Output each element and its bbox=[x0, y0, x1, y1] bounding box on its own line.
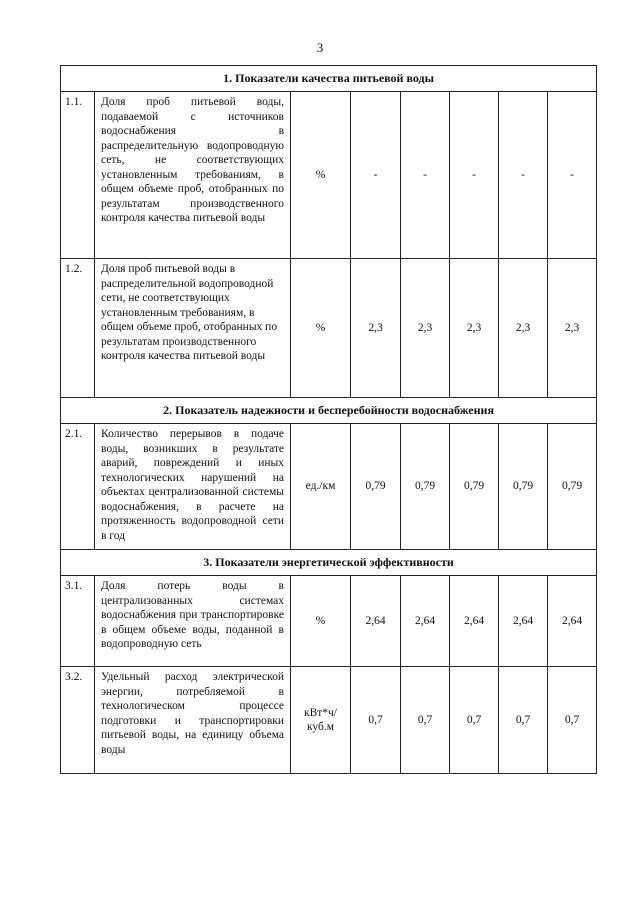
row-value: - bbox=[499, 92, 548, 259]
section-header-row bbox=[61, 550, 597, 576]
table-row bbox=[61, 576, 597, 667]
row-description: Доля проб питьевой воды в распределительной водопроводной сети, не соответствующих установленным требованиям, в общем объеме проб, отобранных по результатам производственного контроля качества питьевой воды bbox=[95, 259, 291, 398]
row-number: 3.1. bbox=[61, 576, 95, 667]
row-unit: % bbox=[291, 259, 351, 398]
section-header-row bbox=[61, 398, 597, 424]
row-number: 3.2. bbox=[61, 667, 95, 774]
row-value: 2,64 bbox=[548, 576, 597, 667]
row-value: 0,79 bbox=[499, 424, 548, 550]
row-value: 2,64 bbox=[401, 576, 450, 667]
row-value: 2,3 bbox=[548, 259, 597, 398]
row-value: - bbox=[351, 92, 401, 259]
indicators-table bbox=[60, 65, 597, 774]
row-number: 2.1. bbox=[61, 424, 95, 550]
page-number: 3 bbox=[316, 40, 324, 55]
row-value: 0,79 bbox=[351, 424, 401, 550]
row-value: 2,64 bbox=[351, 576, 401, 667]
row-value: 2,3 bbox=[499, 259, 548, 398]
row-value: - bbox=[450, 92, 499, 259]
row-unit: % bbox=[291, 576, 351, 667]
row-value: 2,3 bbox=[450, 259, 499, 398]
row-value: - bbox=[401, 92, 450, 259]
table-row bbox=[61, 667, 597, 774]
table-row bbox=[61, 259, 597, 398]
row-value: - bbox=[548, 92, 597, 259]
row-value: 0,7 bbox=[351, 667, 401, 774]
section-title: 3. Показатели энергетической эффективности bbox=[61, 550, 597, 576]
row-unit: % bbox=[291, 92, 351, 259]
row-description: Доля потерь воды в централизованных системах водоснабжения при транспортировке в общем объеме воды, поданной в водопроводную сеть bbox=[95, 576, 291, 667]
table-row bbox=[61, 92, 597, 259]
row-description: Доля проб питьевой воды, подаваемой с источников водоснабжения в распределительную водопроводную сеть, не соответствующих установленным требованиям, в общем объеме проб, отобранных по результатам производственного контроля качества питьевой воды bbox=[95, 92, 291, 259]
row-description: Количество перерывов в подаче воды, возникших в результате аварий, повреждений и иных технологических нарушений на объектах централизованной системы водоснабжения, в расчете на протяженность водопроводной сети в год bbox=[95, 424, 291, 550]
row-value: 2,64 bbox=[450, 576, 499, 667]
row-description: Удельный расход электрической энергии, потребляемой в технологическом процессе подготовки и транспортировки питьевой воды, на единицу объема воды bbox=[95, 667, 291, 774]
section-header-row bbox=[61, 66, 597, 92]
row-value: 0,7 bbox=[401, 667, 450, 774]
row-value: 2,64 bbox=[499, 576, 548, 667]
section-title: 2. Показатель надежности и бесперебойности водоснабжения bbox=[61, 398, 597, 424]
row-value: 2,3 bbox=[401, 259, 450, 398]
row-value: 0,7 bbox=[548, 667, 597, 774]
row-unit: ед./км bbox=[291, 424, 351, 550]
row-number: 1.2. bbox=[61, 259, 95, 398]
row-value: 0,79 bbox=[401, 424, 450, 550]
row-value: 2,3 bbox=[351, 259, 401, 398]
row-value: 0,79 bbox=[450, 424, 499, 550]
section-title: 1. Показатели качества питьевой воды bbox=[61, 66, 597, 92]
row-value: 0,7 bbox=[499, 667, 548, 774]
table-row bbox=[61, 424, 597, 550]
row-number: 1.1. bbox=[61, 92, 95, 259]
row-value: 0,79 bbox=[548, 424, 597, 550]
row-unit: кВт*ч/ куб.м bbox=[291, 667, 351, 774]
row-value: 0,7 bbox=[450, 667, 499, 774]
